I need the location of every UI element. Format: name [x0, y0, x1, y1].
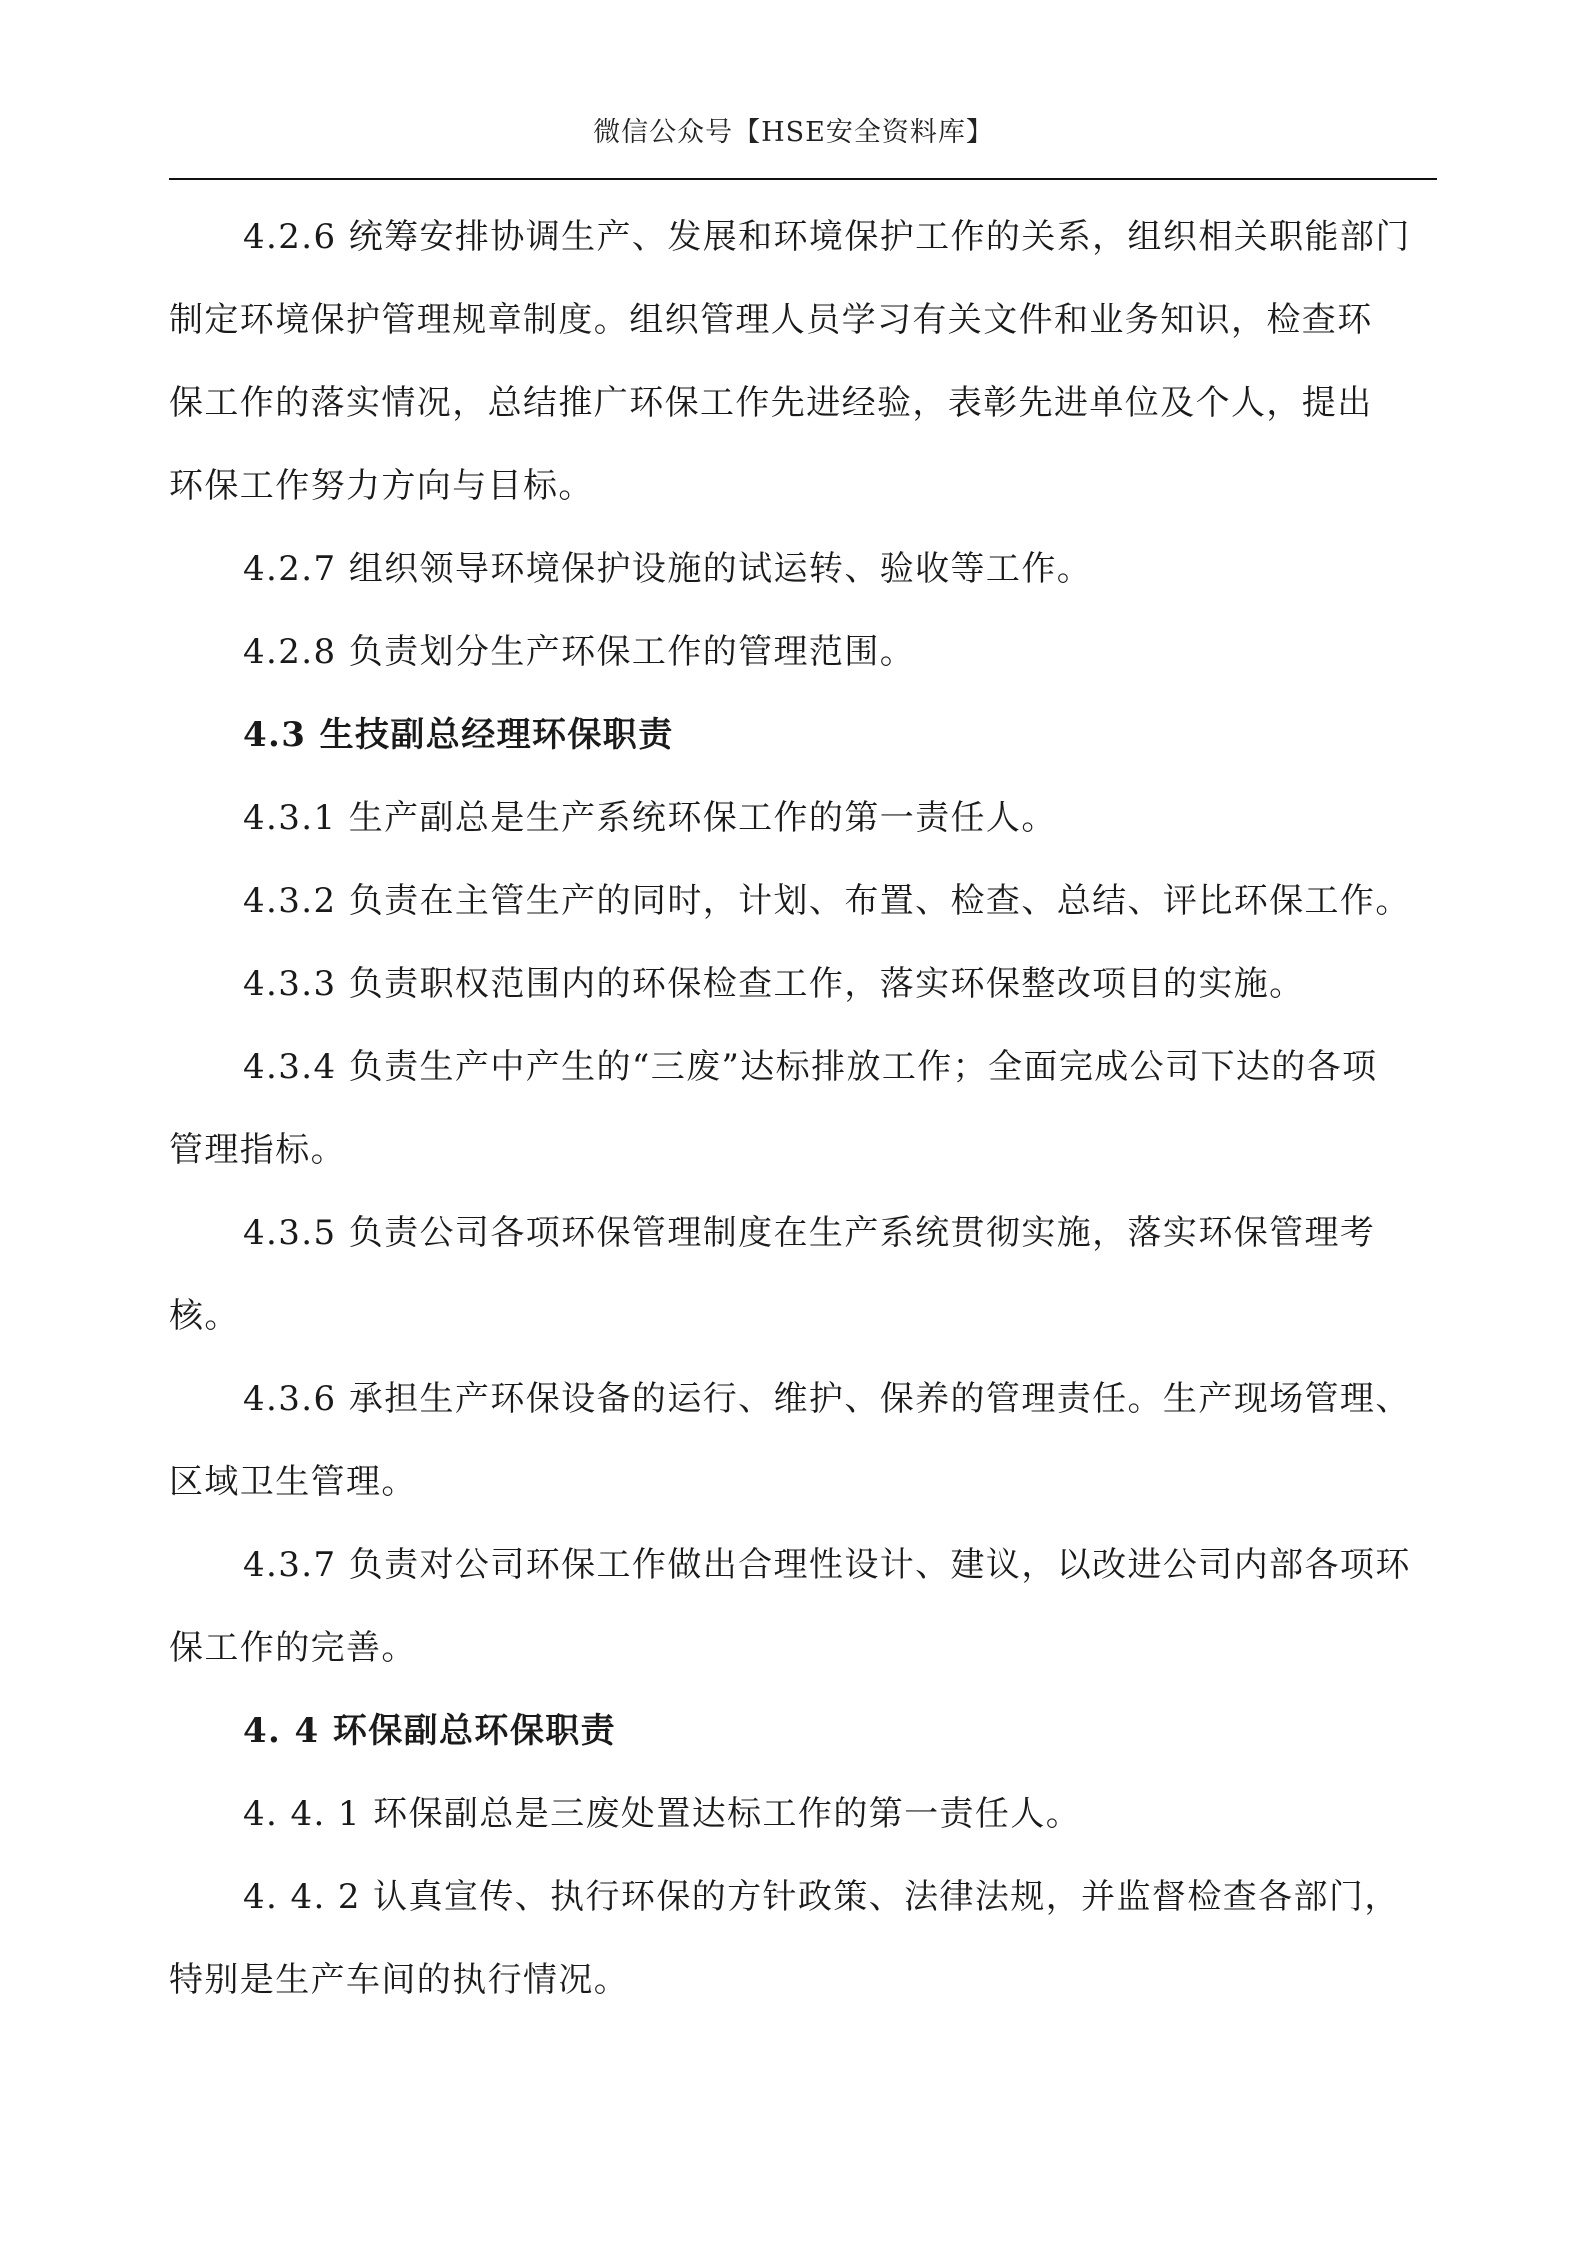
section-heading: 4.3 生技副总经理环保职责	[243, 715, 674, 755]
text-line: 保工作的完善。	[169, 1628, 417, 1668]
text-line: 管理指标。	[169, 1130, 346, 1170]
text-line: 4. 4. 1 环保副总是三废处置达标工作的第一责任人。	[243, 1794, 1082, 1834]
text-line: 4.2.8 负责划分生产环保工作的管理范围。	[243, 632, 916, 672]
text-line: 4.3.5 负责公司各项环保管理制度在生产系统贯彻实施，落实环保管理考	[243, 1213, 1376, 1253]
text-line: 4.3.4 负责生产中产生的“三废”达标排放工作；全面完成公司下达的各项	[243, 1047, 1378, 1087]
text-line: 4.2.6 统筹安排协调生产、发展和环境保护工作的关系，组织相关职能部门	[243, 217, 1411, 257]
section-heading: 4. 4 环保副总环保职责	[243, 1711, 617, 1751]
text-line: 4.3.3 负责职权范围内的环保检查工作，落实环保整改项目的实施。	[243, 964, 1305, 1004]
text-line: 4.3.6 承担生产环保设备的运行、维护、保养的管理责任。生产现场管理、	[243, 1379, 1411, 1419]
text-line: 4.3.7 负责对公司环保工作做出合理性设计、建议，以改进公司内部各项环	[243, 1545, 1411, 1585]
text-line: 区域卫生管理。	[169, 1462, 417, 1502]
text-line: 特别是生产车间的执行情况。	[169, 1960, 630, 2000]
page-header: 微信公众号【HSE安全资料库】	[593, 117, 994, 148]
text-line: 4. 4. 2 认真宣传、执行环保的方针政策、法律法规，并监督检查各部门，	[243, 1877, 1400, 1917]
text-line: 4.2.7 组织领导环境保护设施的试运转、验收等工作。	[243, 549, 1093, 589]
text-line: 4.3.1 生产副总是生产系统环保工作的第一责任人。	[243, 798, 1057, 838]
text-line: 制定环境保护管理规章制度。组织管理人员学习有关文件和业务知识，检查环	[169, 300, 1373, 340]
text-line: 4.3.2 负责在主管生产的同时，计划、布置、检查、总结、评比环保工作。	[243, 881, 1411, 921]
header-rule	[169, 178, 1437, 180]
text-line: 保工作的落实情况，总结推广环保工作先进经验，表彰先进单位及个人，提出	[169, 383, 1373, 423]
text-line: 核。	[169, 1296, 240, 1336]
text-line: 环保工作努力方向与目标。	[169, 466, 594, 506]
